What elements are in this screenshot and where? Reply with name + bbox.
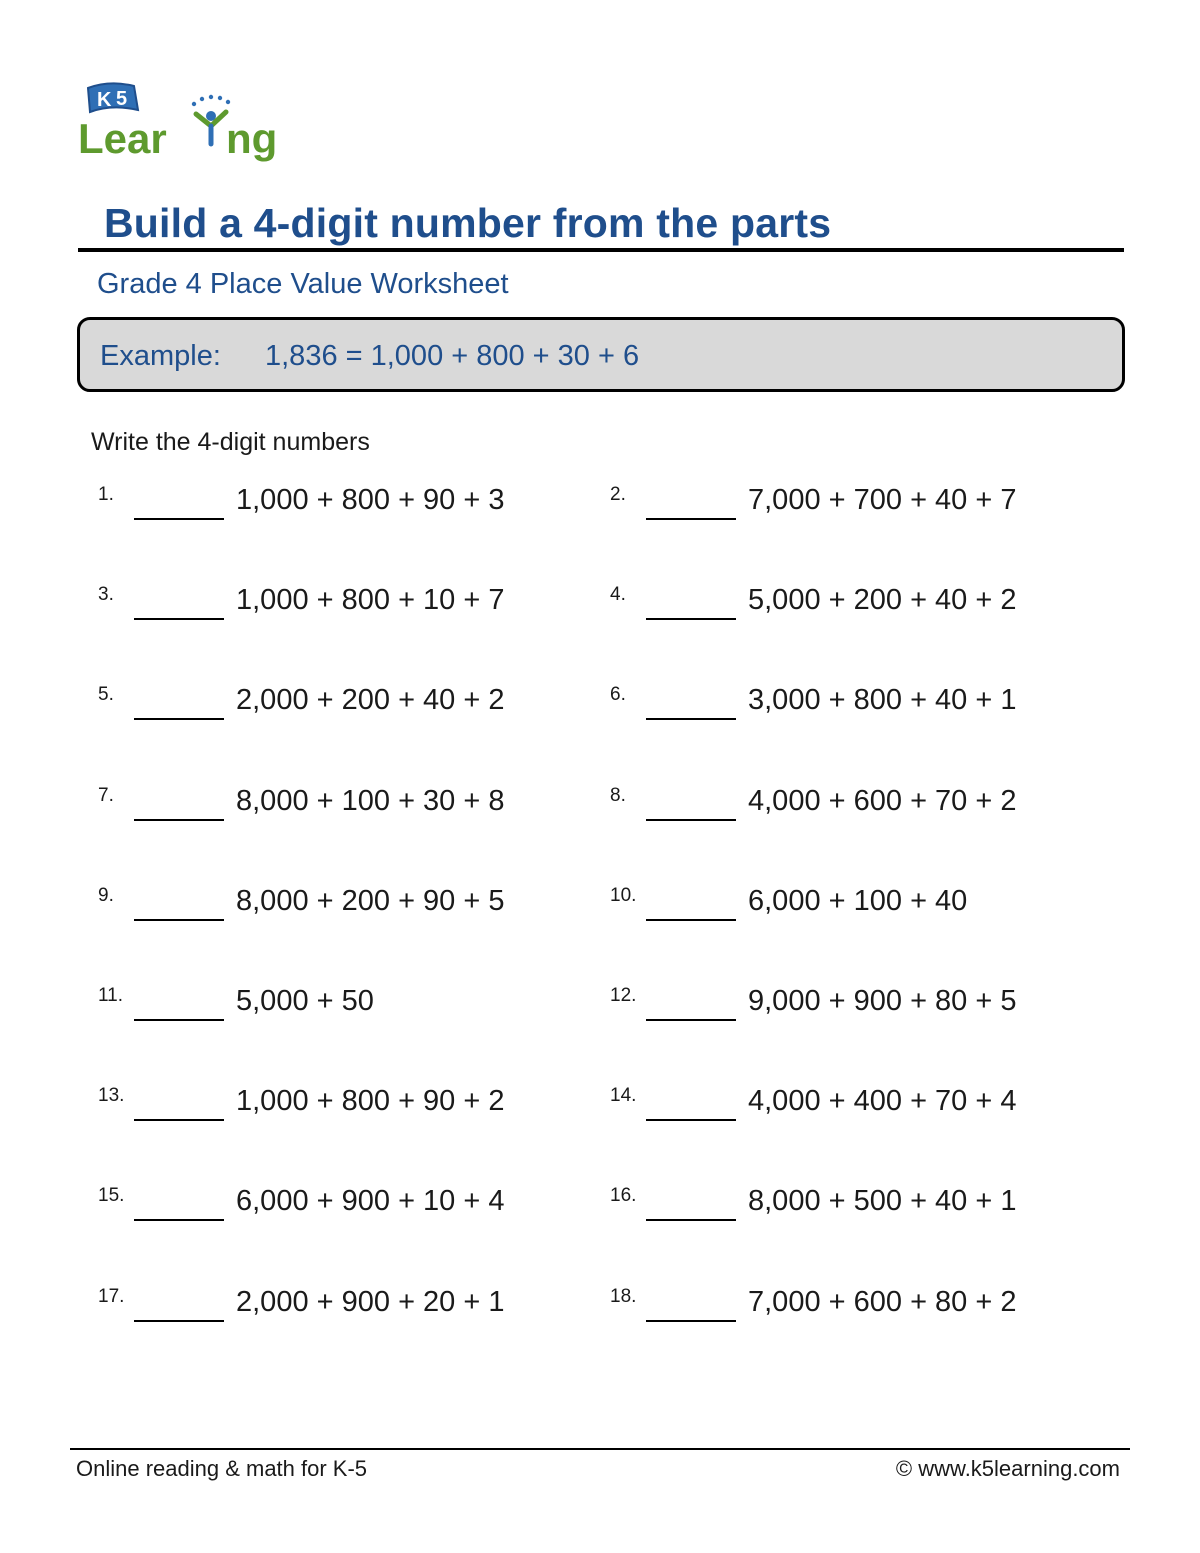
answer-blank[interactable]	[646, 1019, 736, 1021]
answer-blank[interactable]	[134, 1320, 224, 1322]
problem-item	[610, 785, 1130, 845]
problem-expression: 1,000 + 800 + 10 + 7	[236, 584, 505, 617]
problem-expression: 1,000 + 800 + 90 + 2	[236, 1085, 505, 1118]
problem-number: 15.	[98, 1185, 125, 1207]
problem-item	[98, 885, 618, 945]
svg-text:K: K	[97, 89, 112, 111]
problem-number: 11.	[98, 985, 124, 1006]
problem-expression: 2,000 + 900 + 20 + 1	[236, 1285, 505, 1318]
problem-expression: 3,000 + 800 + 40 + 1	[748, 684, 1017, 717]
problem-item	[610, 1085, 1130, 1145]
problem-number: 17.	[98, 1285, 125, 1307]
answer-blank[interactable]	[646, 1119, 736, 1121]
answer-blank[interactable]	[134, 618, 224, 620]
problem-expression: 5,000 + 200 + 40 + 2	[748, 584, 1017, 617]
k5-badge	[88, 83, 138, 112]
problem-item	[98, 1085, 618, 1145]
answer-blank[interactable]	[134, 718, 224, 720]
page-title: Build a 4-digit number from the parts	[104, 200, 832, 246]
k5-learning-logo	[76, 78, 296, 170]
answer-blank[interactable]	[134, 1119, 224, 1121]
problem-expression: 6,000 + 100 + 40	[748, 884, 968, 917]
problem-item	[610, 1286, 1130, 1346]
problem-number: 10.	[610, 884, 637, 906]
answer-blank[interactable]	[646, 1320, 736, 1322]
answer-blank[interactable]	[646, 518, 736, 520]
problem-expression: 6,000 + 900 + 10 + 4	[236, 1185, 505, 1218]
problem-expression: 2,000 + 200 + 40 + 2	[236, 684, 505, 717]
answer-blank[interactable]	[646, 819, 736, 821]
problem-number: 13.	[98, 1085, 125, 1107]
problem-item	[610, 885, 1130, 945]
answer-blank[interactable]	[134, 919, 224, 921]
answer-blank[interactable]	[134, 1019, 224, 1021]
footer-website: © www.k5learning.com	[895, 1456, 1120, 1481]
answer-blank[interactable]	[646, 1219, 736, 1221]
problem-item	[610, 985, 1130, 1045]
problem-item	[98, 684, 618, 744]
answer-blank[interactable]	[646, 618, 736, 620]
problem-number: 3.	[98, 584, 114, 606]
problem-number: 8.	[610, 784, 626, 806]
problem-number: 16.	[610, 1185, 637, 1207]
problem-number: 7.	[98, 784, 114, 806]
problem-expression: 1,000 + 800 + 90 + 3	[236, 484, 505, 516]
problem-item	[98, 985, 618, 1045]
answer-blank[interactable]	[134, 518, 224, 520]
answer-blank[interactable]	[646, 718, 736, 720]
problem-expression: 8,000 + 500 + 40 + 1	[748, 1185, 1017, 1218]
problem-item	[98, 584, 618, 644]
example-equation: 1,836 = 1,000 + 800 + 30 + 6	[265, 340, 640, 372]
problem-item	[98, 1185, 618, 1245]
problem-number: 1.	[98, 484, 114, 505]
problem-expression: 9,000 + 900 + 80 + 5	[748, 985, 1017, 1017]
footer-divider	[70, 1448, 1130, 1450]
problem-number: 4.	[610, 584, 626, 606]
problem-number: 14.	[610, 1085, 637, 1107]
problem-number: 2.	[610, 484, 626, 505]
footer-tagline: Online reading & math for K-5	[76, 1456, 368, 1481]
problem-expression: 4,000 + 400 + 70 + 4	[748, 1085, 1017, 1118]
page-subtitle: Grade 4 Place Value Worksheet	[97, 268, 509, 300]
problem-expression: 7,000 + 700 + 40 + 7	[748, 484, 1017, 516]
problem-item	[98, 785, 618, 845]
problem-number: 18.	[610, 1285, 637, 1307]
svg-text:5: 5	[116, 88, 128, 110]
star-arc-icon	[192, 95, 230, 106]
answer-blank[interactable]	[134, 1219, 224, 1221]
problem-expression: 8,000 + 200 + 90 + 5	[236, 884, 505, 917]
problem-number: 9.	[98, 884, 114, 906]
example-box	[77, 317, 1125, 392]
problem-item	[610, 684, 1130, 744]
problem-expression: 4,000 + 600 + 70 + 2	[748, 784, 1017, 817]
problem-expression: 7,000 + 600 + 80 + 2	[748, 1285, 1017, 1318]
problem-item	[610, 584, 1130, 644]
problem-expression: 8,000 + 100 + 30 + 8	[236, 784, 505, 817]
figure-icon	[196, 111, 226, 144]
problem-item	[98, 1286, 618, 1346]
problem-item	[610, 484, 1130, 544]
title-divider	[78, 248, 1124, 252]
svg-text:Lear: Lear	[78, 115, 167, 162]
example-label: Example:	[100, 340, 221, 372]
instructions: Write the 4-digit numbers	[91, 428, 370, 456]
problem-number: 6.	[610, 684, 626, 706]
problem-item	[98, 484, 618, 544]
problem-item	[610, 1185, 1130, 1245]
problem-number: 5.	[98, 684, 114, 706]
problem-expression: 5,000 + 50	[236, 985, 374, 1017]
svg-text:ng: ng	[226, 115, 278, 162]
answer-blank[interactable]	[134, 819, 224, 821]
answer-blank[interactable]	[646, 919, 736, 921]
problem-number: 12.	[610, 985, 637, 1006]
